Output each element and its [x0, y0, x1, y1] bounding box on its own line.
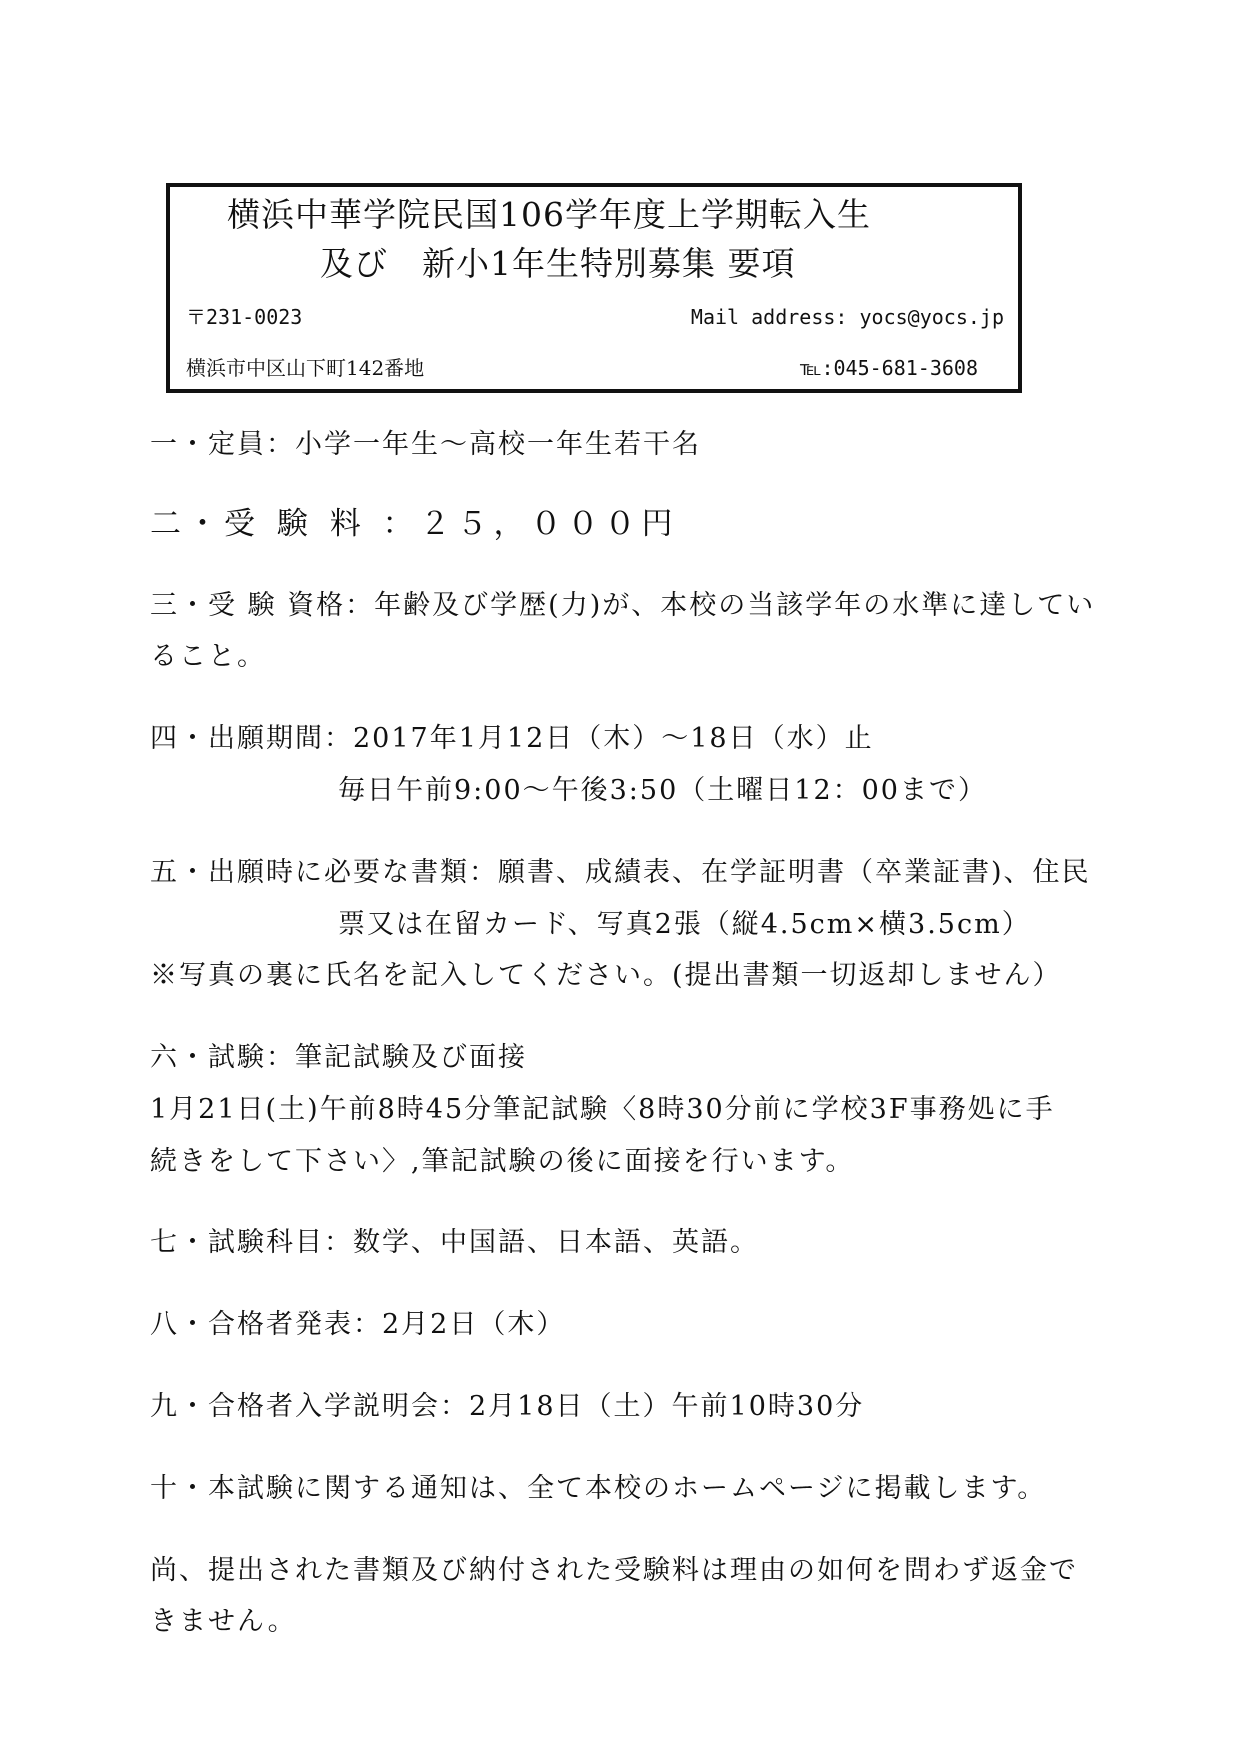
item-documents-cont: 票又は在留カード、写真2張（縦4.5cm×横3.5cm）: [338, 909, 1031, 940]
header-box: [166, 183, 1022, 393]
item-refund-note: 尚、提出された書類及び納付された受験料は理由の如何を問わず返金で: [150, 1555, 1078, 1586]
item-results: 八・合格者発表：2月2日（木）: [150, 1309, 566, 1340]
item-photo-note: ※写真の裏に氏名を記入してください。(提出書類一切返却しません）: [150, 960, 1062, 991]
item-eligibility-cont: ること。: [150, 641, 266, 672]
item-exam-schedule: 1月21日(土)午前8時45分筆記試験〈8時30分前に学校3F事務処に手: [150, 1094, 1055, 1125]
item-subjects: 七・試験科目：数学、中国語、日本語、英語。: [150, 1227, 759, 1258]
postal-code: 〒231-0023: [186, 305, 303, 329]
item-application-period: 四・出願期間：2017年1月12日（木）～18日（水）止: [150, 723, 874, 754]
telephone: ℡:045-681-3608: [799, 356, 978, 380]
item-refund-note-cont: きません。: [150, 1606, 297, 1637]
item-briefing: 九・合格者入学説明会：2月18日（土）午前10時30分: [150, 1391, 865, 1422]
title-line-2: 及び 新小1年生特別募集 要項: [320, 244, 796, 283]
mail-address: Mail address: yocs@yocs.jp: [690, 305, 1004, 329]
item-exam: 六・試験：筆記試験及び面接: [150, 1042, 527, 1073]
street-address: 横浜市中区山下町142番地: [186, 356, 425, 380]
item-documents: 五・出願時に必要な書類：願書、成績表、在学証明書（卒業証書)、住民: [150, 857, 1091, 888]
item-notice: 十・本試験に関する通知は、全て本校のホームページに掲載します。: [150, 1473, 1047, 1504]
item-application-hours: 毎日午前9:00～午後3:50（土曜日12：00まで）: [338, 775, 987, 806]
item-eligibility: 三・受 験 資格：年齢及び学歴(力)が、本校の当該学年の水準に達してい: [150, 590, 1096, 621]
item-exam-schedule-cont: 続きをして下さい〉,筆記試験の後に面接を行います。: [150, 1146, 855, 1177]
item-capacity: 一・定員：小学一年生～高校一年生若干名: [150, 429, 701, 460]
title-line-1: 横浜中華学院民国106学年度上学期転入生: [227, 195, 871, 234]
item-exam-fee: 二・受 験 料 ：２５，０００円: [150, 506, 679, 542]
